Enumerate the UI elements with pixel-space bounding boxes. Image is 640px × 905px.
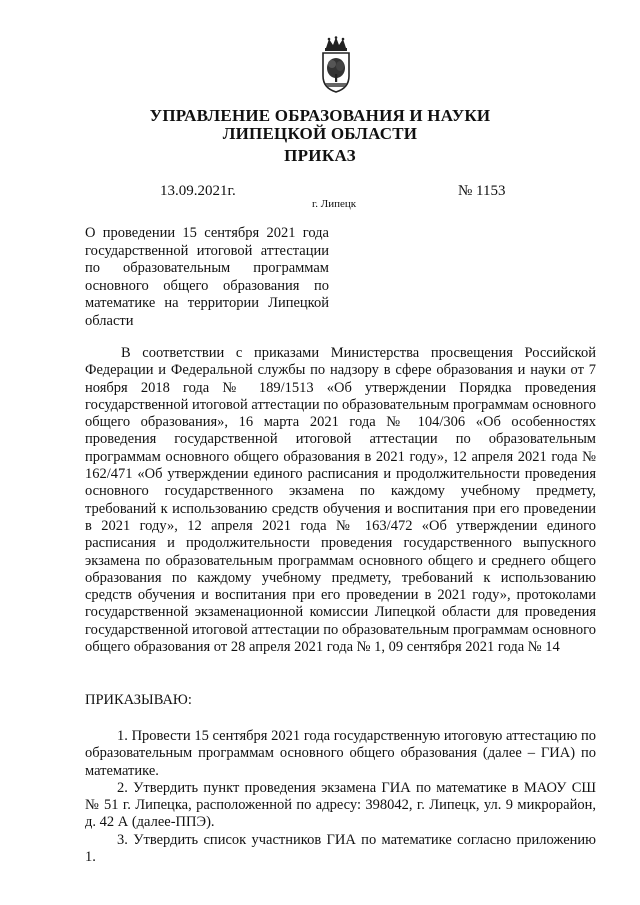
coat-of-arms-icon — [318, 36, 354, 94]
document-type-title: ПРИКАЗ — [284, 146, 356, 165]
order-number: № 1153 — [458, 183, 506, 199]
decree-heading: ПРИКАЗЫВАЮ: — [85, 692, 192, 708]
order-date: 13.09.2021г. — [160, 183, 236, 199]
organization-name-line2: ЛИПЕЦКОЙ ОБЛАСТИ — [222, 124, 418, 143]
order-city: г. Липецк — [312, 198, 357, 210]
order-items-list — [85, 728, 596, 866]
organization-name-line1: УПРАВЛЕНИЕ ОБРАЗОВАНИЯ И НАУКИ — [149, 106, 491, 125]
order-item-2: 2. Утвердить пункт проведения экзамена ГИА по математике в МАОУ СШ № 51 г. Липецка, расположенной по адресу: 398042, г. Липецк, ул. 9 микрорайон, д. 42 А (далее-ППЭ). — [85, 779, 596, 831]
order-item-3: 3. Утвердить список участников ГИА по математике согласно приложению 1. — [85, 831, 596, 866]
order-subject: О проведении 15 сентября 2021 года государственной итоговой аттестации по образовательным программам основного общего образования по математике на территории Липецкой области — [85, 225, 329, 329]
preamble-paragraph: В соответствии с приказами Министерства просвещения Российской Федерации и Федеральной службы по надзору в сфере образования и науки от 7 ноября 2018 года № 189/1513 «Об утверждении Порядка проведения государственной итоговой аттестации по образовательным программам основного общего образования», 16 марта 2021 года № 104/306 «Об особенностях проведения государственной итоговой аттестации по образовательным программам основного общего образования в 2021 году», 12 апреля 2021 года № 162/471 «Об утверждении единого расписания и продолжительности проведения основного государственного экзамена по каждому учебному предмету, требований к использованию средств обучения и воспитания при его проведении в 2021 году», 12 апреля 2021 года № 163/472 «Об утверждении единого расписания и продолжительности проведения государственного выпускного экзамена по образовательным программам основного общего и среднего общего образования по каждому учебному предмету, требований к использованию средств обучения и воспитания при его проведении в 2021 году», протоколами государственной экзаменационной комиссии Липецкой области для проведения государственной итоговой аттестации по образовательным программам основного общего образования от 28 апреля 2021 года № 1, 09 сентября 2021 года № 14 — [85, 345, 596, 656]
order-item-1: 1. Провести 15 сентября 2021 года государственную итоговую аттестацию по образовательным программам основного общего образования (далее – ГИА) по математике. — [85, 728, 596, 779]
preamble-section — [85, 345, 596, 656]
